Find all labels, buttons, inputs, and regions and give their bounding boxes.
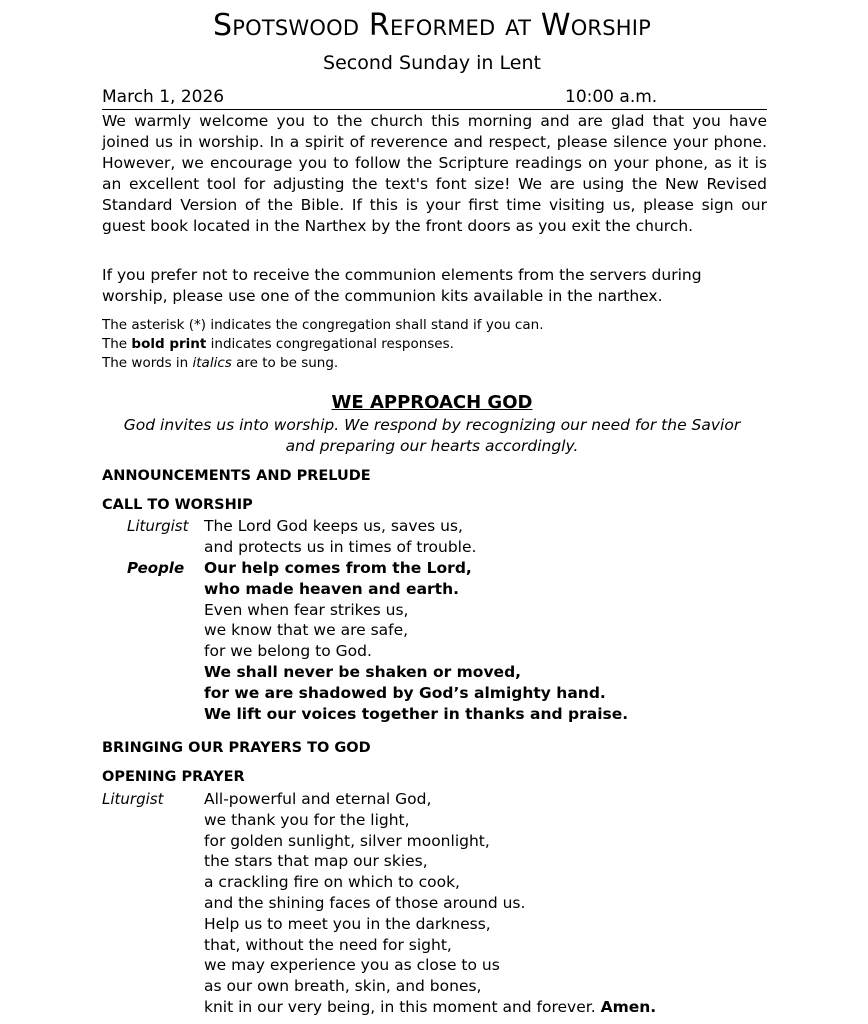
amen-response: Amen.	[600, 997, 657, 1016]
section-description: God invites us into worship. We respond by recognizing our need for the Savior and preparing our hearts accordingly.	[123, 416, 741, 455]
date-time-line	[102, 87, 767, 110]
communion-paragraph: If you prefer not to receive the communion elements from the servers during worship, please use one of the communion kits available in the narthex.	[102, 266, 702, 305]
call-liturgist-lines: The Lord God keeps us, saves us, and protects us in times of trouble.	[204, 517, 477, 556]
call-people-lines: Our help comes from the Lord, who made heaven and earth. Even when fear strikes us, we know that we are safe, for we belong to God. We shall never be shaken or moved, for we are shadowed by God’s almighty hand. We lift our voices together in thanks and praise.	[204, 559, 629, 723]
bulletin-page	[102, 0, 767, 1024]
service-date: March 1, 2026	[102, 87, 225, 107]
opening-prayer-lines: All-powerful and eternal God, we thank you for the light, for golden sunlight, silver moonlight, the stars that map our skies, a crackling fire on which to cook, and the shining faces of those around us. Help us to meet you in the darkness, that, without the need for sight, we may experience you as close to us as our own breath, skin, and bones, knit in our very being, in this moment and forever. Amen.	[204, 790, 657, 1016]
opening-prayer-liturgist-label: Liturgist	[102, 790, 164, 808]
section-heading: WE APPROACH GOD	[331, 392, 533, 413]
opening-prayer-heading: OPENING PRAYER	[102, 769, 245, 785]
call-to-worship-heading: CALL TO WORSHIP	[102, 497, 253, 513]
bulletin-title: Spotswood Reformed at Worship	[213, 8, 651, 43]
legend-italic: The words in italics are to be sung.	[102, 355, 339, 371]
legend	[102, 316, 767, 373]
people-label: People	[127, 559, 185, 577]
announcements-heading: ANNOUNCEMENTS AND PRELUDE	[102, 468, 371, 484]
service-time: 10:00 a.m.	[565, 87, 658, 107]
liturgist-label: Liturgist	[127, 517, 189, 535]
bulletin-subtitle: Second Sunday in Lent	[323, 52, 541, 74]
welcome-paragraph: We warmly welcome you to the church this morning and are glad that you have joined us in worship. In a spirit of reverence and respect, please silence your phone. However, we encourage you to follow the Scripture readings on your phone, as it is an excellent tool for adjusting the text's font size! We are using the New Revised Standard Version of the Bible. If this is your first time visiting us, please sign our guest book located in the Narthex by the front doors as you exit the church.	[102, 112, 767, 235]
bringing-prayers-heading: BRINGING OUR PRAYERS TO GOD	[102, 740, 371, 756]
legend-asterisk: The asterisk (*) indicates the congregation shall stand if you can.	[102, 317, 544, 333]
legend-bold: The bold print indicates congregational responses.	[102, 336, 454, 352]
